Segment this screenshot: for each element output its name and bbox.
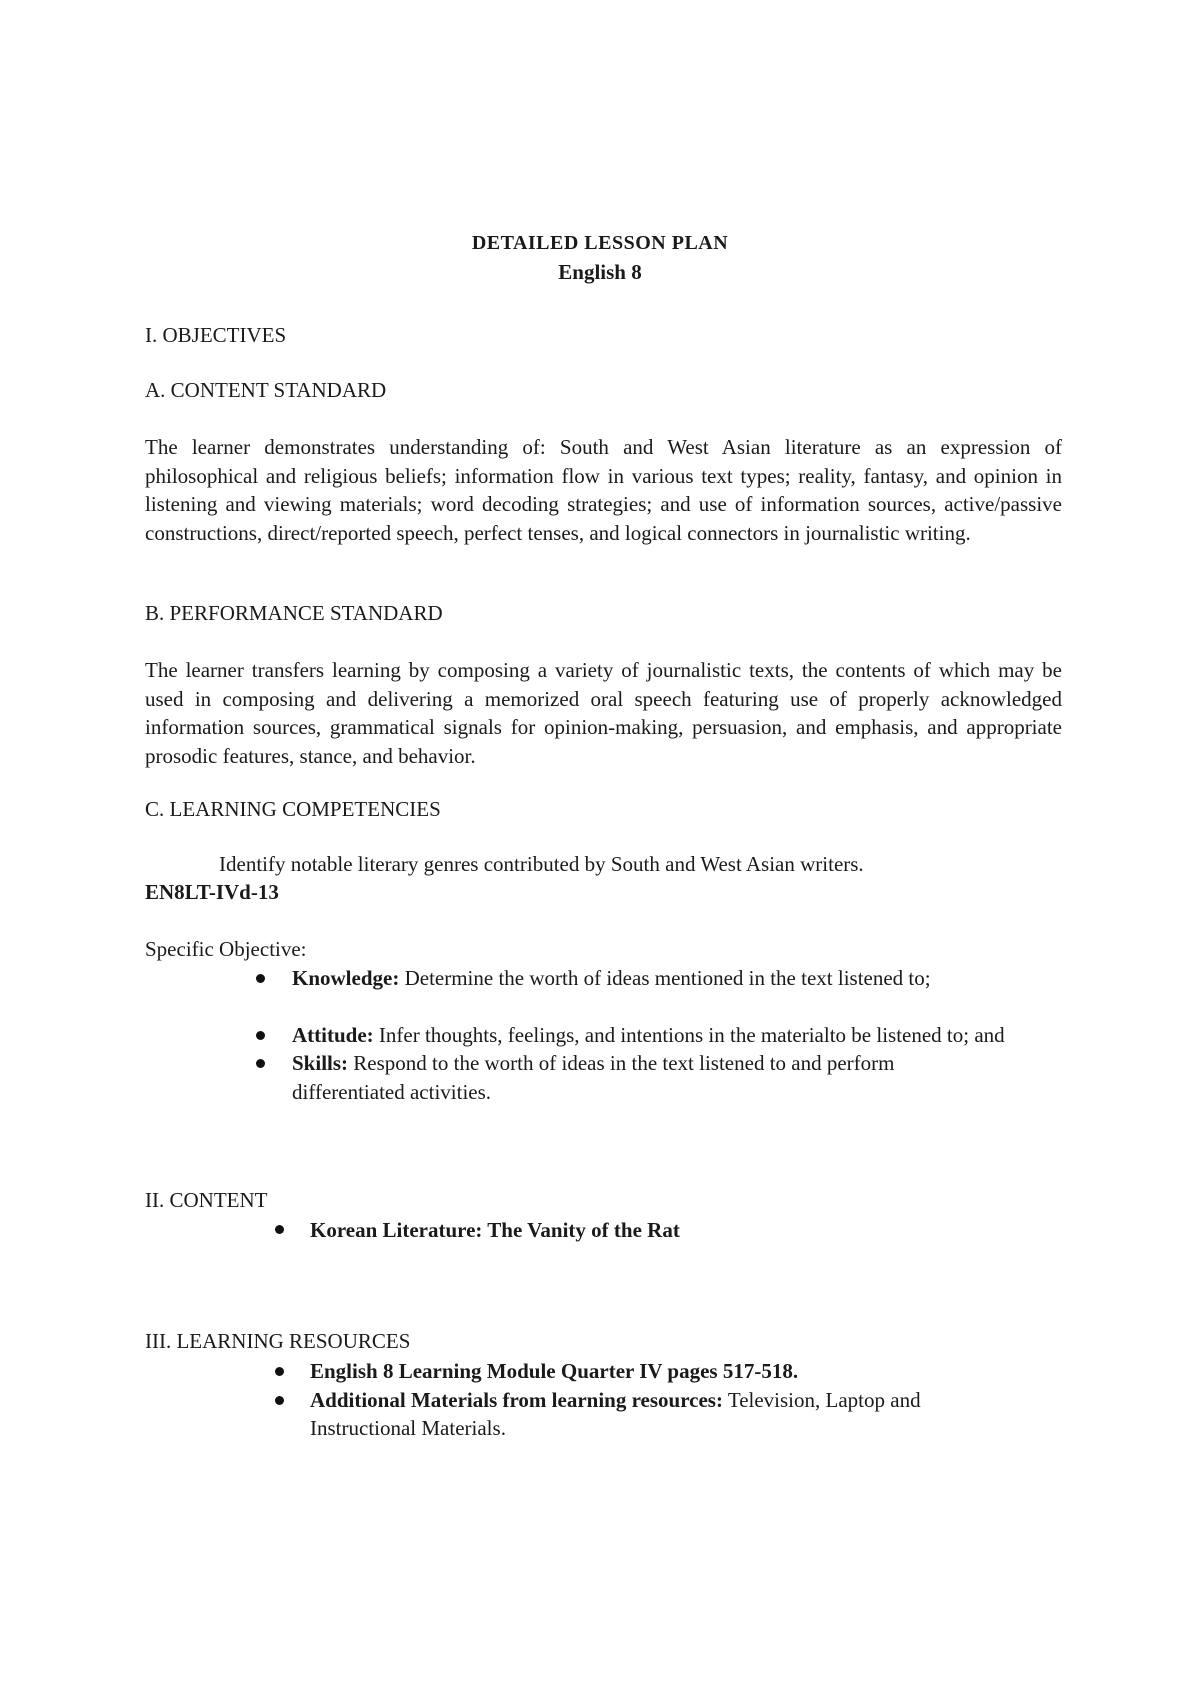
bullet-icon — [256, 974, 265, 983]
content-heading: II. CONTENT — [145, 1188, 268, 1212]
resource-module: English 8 Learning Module Quarter IV pages 517-518. — [310, 1359, 799, 1383]
knowledge-label: Knowledge: — [292, 966, 400, 990]
performance-standard-text: The learner transfers learning by composing a variety of journalistic texts, the contents of which may be used in composing and delivering a memorized oral speech featuring use of properly acknowledged information sources, grammatical signals for opinion-making, persuasion, and emphasis, and appropriate prosodic features, stance, and behavior. — [145, 658, 1062, 768]
list-item — [310, 1216, 1060, 1245]
specific-objectives-list — [292, 964, 1062, 1106]
objectives-heading: I. OBJECTIVES — [145, 323, 287, 347]
bullet-icon — [275, 1225, 284, 1234]
list-item — [292, 1049, 1002, 1106]
bullet-icon — [275, 1367, 284, 1376]
content-standard-text: The learner demonstrates understanding of: South and West Asian literature as an expression of philosophical and religious beliefs; information flow in various text types; reality, fantasy, and opinion in listening and viewing materials; word decoding strategies; and use of information sources, active/passive constructions, direct/reported speech, perfect tenses, and logical connectors in journalistic writing. — [145, 435, 1062, 545]
content-standard-heading: A. CONTENT STANDARD — [145, 378, 387, 402]
skills-label: Skills: — [292, 1051, 349, 1075]
competency-statement: Identify notable literary genres contributed by South and West Asian writers. — [219, 852, 864, 876]
list-item — [292, 964, 1062, 993]
document-title: DETAILED LESSON PLAN — [471, 232, 729, 254]
bullet-icon — [275, 1396, 284, 1405]
learning-resources-list — [310, 1357, 1030, 1443]
skills-text: Respond to the worth of ideas in the text listened to and perform differentiated activities. — [292, 1051, 895, 1104]
resource-additional-text: Television, Laptop and Instructional Materials. — [310, 1387, 921, 1440]
attitude-text: Infer thoughts, feelings, and intentions in the materialto be listened to; and — [373, 1022, 1005, 1047]
attitude-label: Attitude: — [292, 1022, 374, 1047]
content-topic: Korean Literature: The Vanity of the Rat — [310, 1218, 680, 1242]
learning-competencies-heading: C. LEARNING COMPETENCIES — [145, 797, 441, 821]
bullet-icon — [256, 1031, 265, 1040]
list-item — [310, 1357, 1030, 1386]
specific-objective-label: Specific Objective: — [145, 937, 307, 961]
learning-resources-heading: III. LEARNING RESOURCES — [145, 1329, 411, 1353]
bullet-icon — [256, 1059, 265, 1068]
performance-standard-heading: B. PERFORMANCE STANDARD — [145, 601, 443, 625]
document-subtitle: English 8 — [558, 260, 642, 284]
competency-code: EN8LT-IVd-13 — [145, 880, 279, 904]
resource-additional-label: Additional Materials from learning resources: — [310, 1387, 723, 1412]
knowledge-text: Determine the worth of ideas mentioned in the text listened to; — [399, 966, 931, 990]
list-item — [310, 1386, 1030, 1443]
content-list — [310, 1216, 1060, 1245]
list-item — [292, 1021, 1062, 1050]
